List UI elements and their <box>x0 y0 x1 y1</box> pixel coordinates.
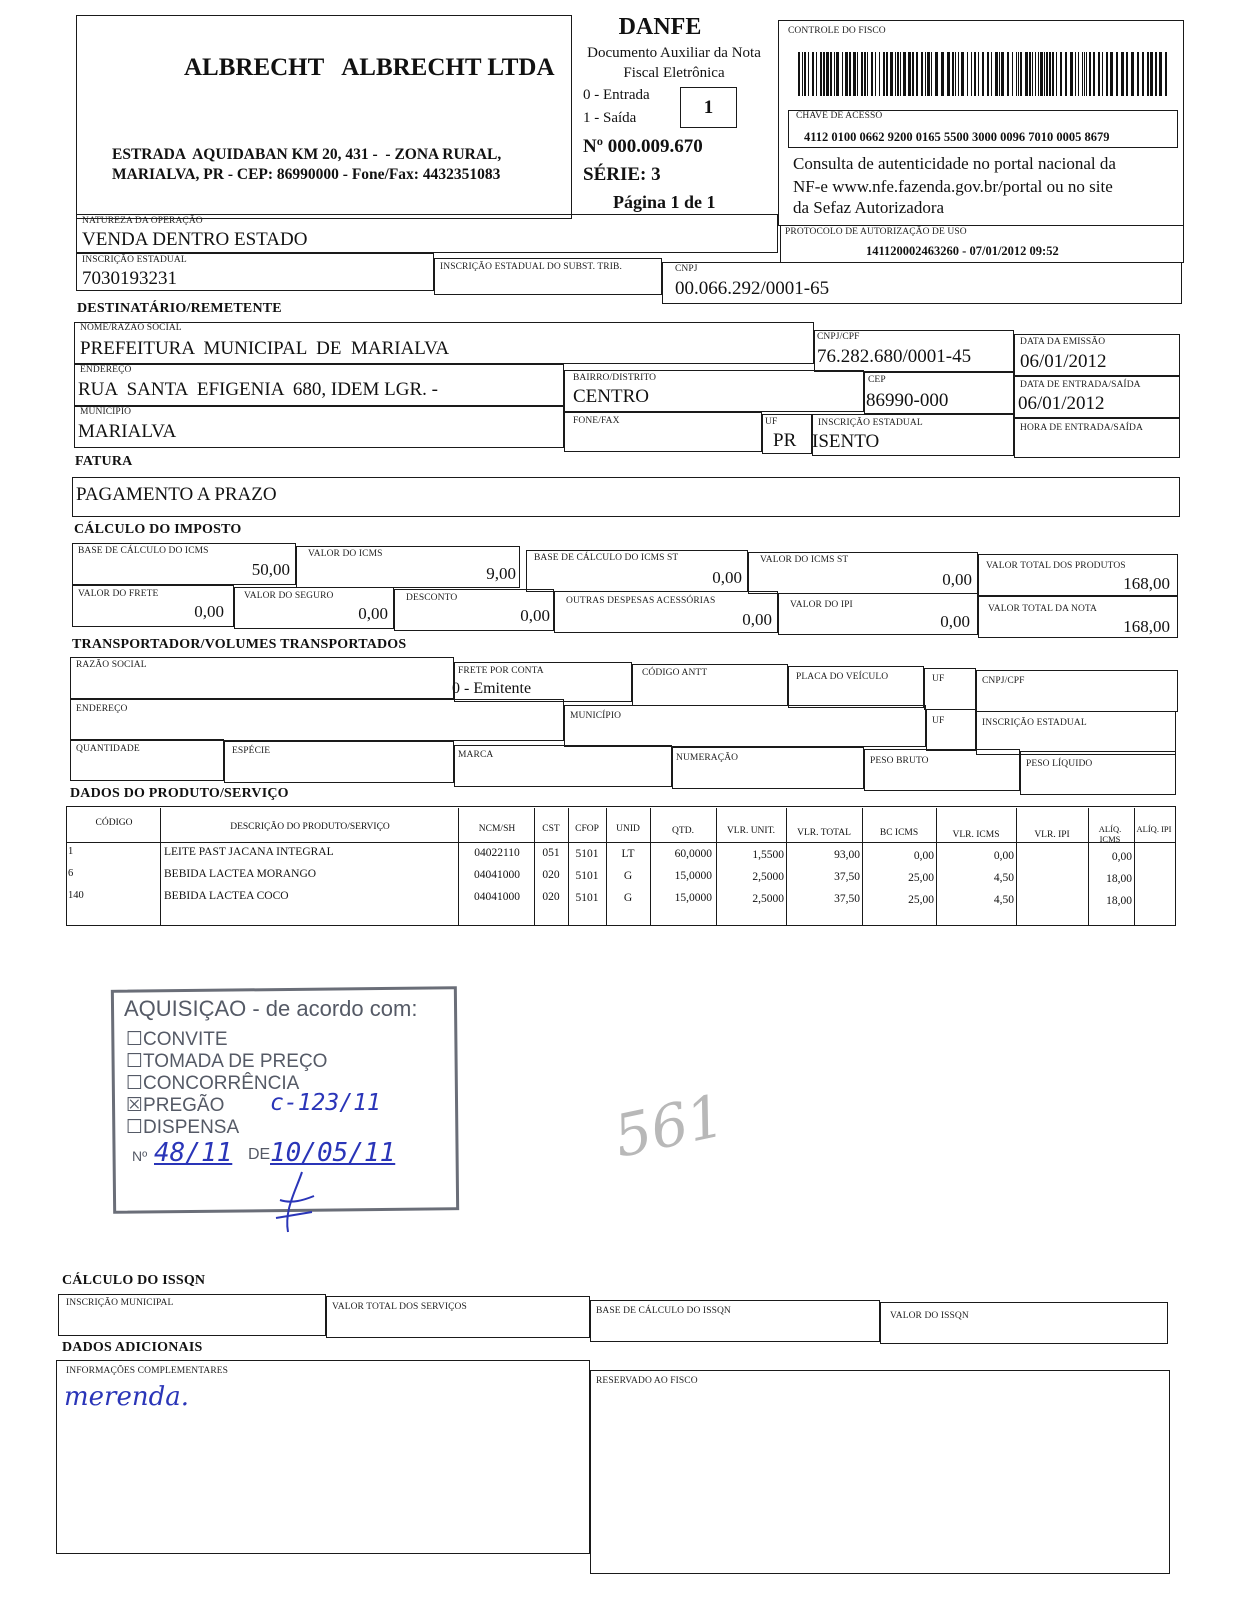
transp-peso-liquido-box <box>1020 751 1176 795</box>
barcode-bar <box>1056 52 1057 96</box>
barcode-bar <box>1147 52 1149 96</box>
ie-label: INSCRIÇÃO ESTADUAL <box>82 255 187 265</box>
col-cst-header: CST <box>542 824 560 834</box>
stamp-numero: 48/11 <box>154 1138 233 1168</box>
barcode-bar <box>961 52 964 96</box>
barcode-bar <box>931 52 932 96</box>
col-divider <box>606 808 607 926</box>
transp-ie-label: INSCRIÇÃO ESTADUAL <box>982 718 1087 728</box>
barcode-bar <box>1012 52 1013 96</box>
stamp-pregao-number: c-123/11 <box>270 1090 381 1116</box>
product-cell: 1 <box>68 846 74 857</box>
col-codigo-header: CÓDIGO <box>95 818 133 828</box>
product-cell: 15,0000 <box>674 892 712 905</box>
reservado-fisco-box <box>590 1370 1170 1574</box>
natureza-label: NATUREZA DA OPERAÇÃO <box>82 216 203 226</box>
product-cell: 25,00 <box>908 893 934 906</box>
dest-cep-label: CEP <box>868 375 886 385</box>
consulta-line1: Consulta de autenticidade no portal nacional da <box>793 154 1116 173</box>
issqn-valor-label: VALOR DO ISSQN <box>890 1311 969 1321</box>
barcode-bar <box>900 52 901 96</box>
transp-peso-bruto-label: PESO BRUTO <box>870 756 929 766</box>
barcode-bar <box>1029 52 1031 96</box>
dest-ie-label: INSCRIÇÃO ESTADUAL <box>818 418 923 428</box>
handwritten-note: 561 <box>608 1081 731 1171</box>
product-cell: 04022110 <box>474 846 520 859</box>
issqn-servicos-label: VALOR TOTAL DOS SERVIÇOS <box>332 1302 467 1312</box>
dest-entrada-label: DATA DE ENTRADA/SAÍDA <box>1020 380 1141 390</box>
stamp-option-dispensa: ☐DISPENSA <box>126 1117 240 1138</box>
barcode-bar <box>864 52 866 96</box>
tipo-saida: 1 - Saída <box>583 110 637 126</box>
product-cell: 4,50 <box>993 872 1014 884</box>
barcode-bar <box>991 52 992 96</box>
chave-acesso-label: CHAVE DE ACESSO <box>796 111 883 121</box>
chave-acesso-value: 4112 0100 0662 9200 0165 5500 3000 0096 7010 0005 8679 <box>804 130 1110 144</box>
barcode-bar <box>849 52 851 96</box>
barcode-bar <box>1098 52 1100 96</box>
barcode-bar <box>1078 52 1079 96</box>
barcode-bar <box>1038 52 1039 96</box>
barcode-bar <box>1049 52 1051 96</box>
dest-endereco-label: ENDEREÇO <box>80 365 132 375</box>
fatura-section-title: FATURA <box>75 454 133 469</box>
product-cell: LEITE PAST JACANA INTEGRAL <box>164 846 334 858</box>
product-cell: G <box>623 892 633 904</box>
barcode-bar <box>1089 52 1091 96</box>
total-nota-label: VALOR TOTAL DA NOTA <box>988 604 1098 614</box>
product-cell: 37,50 <box>834 893 860 906</box>
product-cell: G <box>623 870 633 882</box>
barcode-bar <box>836 52 839 96</box>
icms-st-label: VALOR DO ICMS ST <box>760 555 849 565</box>
checked-checkbox-icon: ☒ <box>126 1095 144 1116</box>
barcode-bar <box>830 52 832 96</box>
product-cell: 5101 <box>575 891 599 904</box>
seguro-label: VALOR DO SEGURO <box>244 591 334 601</box>
barcode-bar <box>808 52 809 96</box>
barcode-bar <box>1106 52 1108 96</box>
transp-marca-label: MARCA <box>458 750 494 760</box>
col-bc-icms-header: BC ICMS <box>879 828 919 838</box>
dest-hora-label: HORA DE ENTRADA/SAÍDA <box>1020 423 1143 433</box>
product-cell: 020 <box>542 869 560 882</box>
col-divider <box>862 808 863 926</box>
bc-icms-value: 50,00 <box>251 560 290 579</box>
checkbox-icon: ☐ <box>126 1117 144 1138</box>
product-cell: 18,00 <box>1106 872 1132 885</box>
barcode-bar <box>974 52 976 96</box>
barcode-bar <box>1155 52 1157 96</box>
danfe-title: DANFE <box>618 14 702 40</box>
barcode-bar <box>1131 52 1134 96</box>
transp-uf-label: UF <box>932 674 945 684</box>
barcode-bar <box>1116 52 1118 96</box>
col-divider <box>1088 808 1089 926</box>
col-divider <box>650 808 651 926</box>
controle-fisco-label: CONTROLE DO FISCO <box>788 26 886 36</box>
bc-icms-label: BASE DE CÁLCULO DO ICMS <box>78 546 209 556</box>
barcode-bar <box>861 52 863 96</box>
col-aliq-ipi-header: ALÍQ. IPI <box>1136 824 1172 834</box>
barcode-bar <box>879 52 880 96</box>
total-produtos-label: VALOR TOTAL DOS PRODUTOS <box>986 561 1126 571</box>
barcode-bar <box>886 52 888 96</box>
transporte-section-title: TRANSPORTADOR/VOLUMES TRANSPORTADOS <box>72 637 407 652</box>
col-vlr-ipi-header: VLR. IPI <box>1034 830 1070 840</box>
col-qtd-header: QTD. <box>672 826 694 836</box>
issqn-base-label: BASE DE CÁLCULO DO ISSQN <box>596 1306 731 1316</box>
product-cell: 25,00 <box>908 871 934 884</box>
dest-bairro-value: CENTRO <box>573 386 649 407</box>
outras-label: OUTRAS DESPESAS ACESSÓRIAS <box>566 596 716 606</box>
stamp-numero-prefix: Nº <box>132 1148 148 1164</box>
product-cell: 37,50 <box>834 871 860 884</box>
dest-cep-value: 86990-000 <box>866 390 949 411</box>
product-cell: 0,00 <box>993 850 1014 862</box>
product-cell: 0,00 <box>1111 850 1132 863</box>
barcode-bar <box>925 52 926 96</box>
col-cfop-header: CFOP <box>575 824 599 834</box>
barcode-bar <box>1159 52 1162 96</box>
barcode-bar <box>1001 52 1004 96</box>
barcode-bar <box>812 52 814 96</box>
barcode-bar <box>987 52 989 96</box>
info-complementares-value: merenda. <box>64 1382 190 1412</box>
barcode-bar <box>1110 52 1113 96</box>
barcode-bar <box>867 52 868 96</box>
barcode-bar <box>921 52 923 96</box>
issqn-im-label: INSCRIÇÃO MUNICIPAL <box>66 1298 174 1308</box>
barcode-bar <box>1142 52 1144 96</box>
barcode-bar <box>871 52 873 96</box>
nf-pagina: Página 1 de 1 <box>613 192 716 212</box>
imposto-section-title: CÁLCULO DO IMPOSTO <box>74 522 242 537</box>
barcode-bar <box>1040 52 1043 96</box>
barcode-bar <box>971 52 972 96</box>
emitente-address-line1: ESTRADA AQUIDABAN KM 20, 431 - - ZONA RURAL, <box>112 146 502 163</box>
info-complementares-label: INFORMAÇÕES COMPLEMENTARES <box>66 1366 229 1376</box>
product-cell: 1,5500 <box>752 848 784 861</box>
stamp-data: 10/05/11 <box>270 1138 396 1168</box>
dest-nome-label: NOME/RAZÃO SOCIAL <box>80 323 182 333</box>
barcode-bar <box>916 52 918 96</box>
barcode-bar <box>1075 52 1076 96</box>
ie-st-label: INSCRIÇÃO ESTADUAL DO SUBST. TRIB. <box>440 262 622 272</box>
barcode-bar <box>941 52 944 96</box>
product-cell: 020 <box>542 891 560 904</box>
dest-uf-value: PR <box>773 430 797 451</box>
product-cell: 15,0000 <box>674 870 712 883</box>
col-unid-header: UNID <box>616 824 640 834</box>
produtos-section-title: DADOS DO PRODUTO/SERVIÇO <box>70 786 289 801</box>
product-cell: 6 <box>68 868 74 879</box>
consulta-line3: da Sefaz Autorizadora <box>793 198 945 217</box>
col-ncm-header: NCM/SH <box>478 824 516 834</box>
barcode-bar <box>802 52 803 96</box>
transp-endereco-label: ENDEREÇO <box>76 704 128 714</box>
barcode-bar <box>1086 52 1087 96</box>
barcode-bar <box>967 52 968 96</box>
outras-value: 0,00 <box>742 610 772 629</box>
col-descricao-header: DESCRIÇÃO DO PRODUTO/SERVIÇO <box>230 822 390 832</box>
transp-numeracao-label: NUMERAÇÃO <box>676 753 739 763</box>
barcode-bar <box>952 52 954 96</box>
dest-nome-value: PREFEITURA MUNICIPAL DE MARIALVA <box>80 338 450 359</box>
natureza-value: VENDA DENTRO ESTADO <box>82 229 308 250</box>
emitente-name: ALBRECHT ALBRECHT LTDA <box>184 54 555 81</box>
barcode-bar <box>897 52 899 96</box>
transp-municipio-label: MUNICÍPIO <box>570 711 622 721</box>
barcode-bar <box>1070 52 1073 96</box>
emitente-address-line2: MARIALVA, PR - CEP: 86990000 - Fone/Fax: 4432351083 <box>112 166 501 183</box>
ie-value: 7030193231 <box>82 268 177 289</box>
adicionais-section-title: DADOS ADICIONAIS <box>62 1340 203 1355</box>
barcode-bar <box>798 52 800 96</box>
nf-numero: Nº 000.009.670 <box>583 136 703 157</box>
barcode-bar <box>1020 52 1022 96</box>
stamp-option-tomada: ☐TOMADA DE PREÇO <box>126 1051 328 1072</box>
barcode-bar <box>927 52 930 96</box>
dest-emissao-label: DATA DA EMISSÃO <box>1020 337 1106 347</box>
col-divider <box>716 808 717 926</box>
transp-peso-liquido-label: PESO LÍQUIDO <box>1026 759 1093 769</box>
dest-fone-label: FONE/FAX <box>573 416 620 426</box>
barcode-bar <box>883 52 885 96</box>
product-cell: 0,00 <box>913 849 934 862</box>
barcode-bar <box>908 52 911 96</box>
barcode-bar <box>935 52 938 96</box>
barcode-bar <box>958 52 959 96</box>
barcode-bar <box>804 52 806 96</box>
barcode-bar <box>1052 52 1054 96</box>
barcode-bar <box>1102 52 1103 96</box>
transp-especie-label: ESPÉCIE <box>232 746 271 756</box>
cnpj-emit-value: 00.066.292/0001-65 <box>675 278 830 299</box>
barcode-bar <box>845 52 848 96</box>
transp-uf2-label: UF <box>932 716 945 726</box>
barcode-bar <box>1025 52 1028 96</box>
cnpj-emit-label: CNPJ <box>675 264 698 274</box>
barcode-bar <box>999 52 1000 96</box>
transp-endereco-box <box>70 699 564 741</box>
col-divider <box>1134 808 1135 926</box>
barcode <box>798 52 1168 96</box>
barcode-bar <box>1084 52 1085 96</box>
nf-serie: SÉRIE: 3 <box>583 164 661 185</box>
stamp-option-pregao: ☒PREGÃO <box>126 1095 225 1116</box>
col-divider <box>936 808 937 926</box>
desconto-value: 0,00 <box>520 606 550 625</box>
product-cell: 2,5000 <box>752 870 784 883</box>
danfe-subtitle-1: Documento Auxiliar da Nota <box>587 45 761 61</box>
icms-label: VALOR DO ICMS <box>308 549 383 559</box>
protocolo-value: 141120002463260 - 07/01/2012 09:52 <box>866 244 1059 258</box>
barcode-bar <box>823 52 825 96</box>
transp-razao-label: RAZÃO SOCIAL <box>76 660 147 670</box>
col-vlr-total-header: VLR. TOTAL <box>797 828 851 838</box>
emitente-box <box>76 15 572 219</box>
col-divider <box>786 808 787 926</box>
barcode-bar <box>816 52 817 96</box>
dest-cnpj-value: 76.282.680/0001-45 <box>817 346 972 367</box>
produtos-header-divider <box>66 842 1176 843</box>
dest-municipio-value: MARIALVA <box>78 421 177 442</box>
barcode-bar <box>955 52 956 96</box>
product-cell: 04041000 <box>474 890 520 903</box>
barcode-bar <box>1121 52 1124 96</box>
danfe-subtitle-2: Fiscal Eletrônica <box>623 65 725 81</box>
stamp-option-convite: ☐CONVITE <box>126 1029 228 1050</box>
barcode-bar <box>1044 52 1045 96</box>
consulta-line2: NF-e www.nfe.fazenda.gov.br/portal ou no site <box>793 177 1113 196</box>
barcode-bar <box>1093 52 1095 96</box>
bc-st-label: BASE DE CÁLCULO DO ICMS ST <box>534 553 679 563</box>
stamp-de: DE <box>248 1146 271 1163</box>
frete-value: 0,00 <box>194 602 224 621</box>
transp-placa-label: PLACA DO VEÍCULO <box>796 672 889 682</box>
product-cell: 60,0000 <box>674 848 712 861</box>
barcode-bar <box>1016 52 1017 96</box>
checkbox-icon: ☐ <box>126 1029 144 1050</box>
col-divider <box>458 808 459 926</box>
stamp-option-concorrencia: ☐CONCORRÊNCIA <box>126 1073 300 1094</box>
desconto-label: DESCONTO <box>406 593 458 603</box>
barcode-bar <box>978 52 979 96</box>
barcode-bar <box>853 52 856 96</box>
product-cell: BEBIDA LACTEA COCO <box>164 890 289 902</box>
ipi-value: 0,00 <box>940 612 970 631</box>
transp-quantidade-label: QUANTIDADE <box>76 744 140 754</box>
fatura-value: PAGAMENTO A PRAZO <box>76 484 277 505</box>
product-cell: 2,5000 <box>752 892 784 905</box>
col-aliq-icms-header: ALÍQ. ICMS <box>1098 824 1122 844</box>
tipo-operacao-value: 1 <box>703 97 714 118</box>
total-produtos-value: 168,00 <box>1123 574 1170 593</box>
col-divider <box>160 808 161 926</box>
barcode-bar <box>857 52 858 96</box>
product-cell: BEBIDA LACTEA MORANGO <box>164 868 317 880</box>
barcode-bar <box>1150 52 1153 96</box>
dest-uf-label: UF <box>765 417 778 427</box>
dest-municipio-label: MUNICÍPIO <box>80 407 132 417</box>
barcode-bar <box>1018 52 1019 96</box>
barcode-bar <box>995 52 998 96</box>
barcode-bar <box>834 52 835 96</box>
barcode-bar <box>890 52 893 96</box>
barcode-bar <box>1065 52 1067 96</box>
seguro-value: 0,00 <box>358 604 388 623</box>
destinatario-section-title: DESTINATÁRIO/REMETENTE <box>77 301 282 316</box>
transp-frete-label: FRETE POR CONTA <box>458 666 544 676</box>
dest-ie-value: ISENTO <box>812 431 880 452</box>
barcode-bar <box>1082 52 1083 96</box>
barcode-bar <box>826 52 829 96</box>
protocolo-label: PROTOCOLO DE AUTORIZAÇÃO DE USO <box>785 227 967 237</box>
checkbox-icon: ☐ <box>126 1051 144 1072</box>
product-cell: 051 <box>542 847 560 860</box>
barcode-bar <box>842 52 843 96</box>
col-divider <box>568 808 569 926</box>
icms-value: 9,00 <box>486 564 516 583</box>
ipi-label: VALOR DO IPI <box>790 600 853 610</box>
dest-endereco-value: RUA SANTA EFIGENIA 680, IDEM LGR. - <box>78 379 439 400</box>
signature-scribble <box>262 1170 322 1240</box>
barcode-bar <box>1165 52 1167 96</box>
total-nota-value: 168,00 <box>1123 617 1170 636</box>
dest-entrada-value: 06/01/2012 <box>1018 393 1105 414</box>
barcode-bar <box>895 52 896 96</box>
barcode-bar <box>1032 52 1033 96</box>
product-cell: LT <box>621 848 635 860</box>
barcode-bar <box>1007 52 1009 96</box>
product-cell: 04041000 <box>474 868 520 881</box>
barcode-bar <box>875 52 876 96</box>
product-cell: 140 <box>68 890 84 901</box>
icms-st-value: 0,00 <box>942 570 972 589</box>
col-vlr-icms-header: VLR. ICMS <box>952 830 1000 840</box>
transp-frete-value: 0 - Emitente <box>452 680 532 697</box>
dest-emissao-value: 06/01/2012 <box>1020 351 1107 372</box>
product-cell: 4,50 <box>993 894 1014 906</box>
col-vlr-unit-header: VLR. UNIT. <box>726 826 776 836</box>
issqn-section-title: CÁLCULO DO ISSQN <box>62 1273 206 1288</box>
barcode-bar <box>947 52 950 96</box>
barcode-bar <box>820 52 822 96</box>
tipo-entrada: 0 - Entrada <box>583 87 650 103</box>
barcode-bar <box>1060 52 1062 96</box>
frete-label: VALOR DO FRETE <box>78 589 159 599</box>
col-divider <box>534 808 535 926</box>
stamp-title: AQUISIÇAO - de acordo com: <box>124 996 418 1021</box>
barcode-bar <box>903 52 906 96</box>
col-divider <box>1016 808 1017 926</box>
barcode-bar <box>982 52 984 96</box>
transp-cnpj-label: CNPJ/CPF <box>982 676 1025 686</box>
issqn-valor-box <box>880 1302 1168 1344</box>
dest-cnpj-label: CNPJ/CPF <box>817 332 860 342</box>
dest-bairro-label: BAIRRO/DISTRITO <box>573 373 657 383</box>
barcode-bar <box>1035 52 1036 96</box>
bc-st-value: 0,00 <box>712 568 742 587</box>
barcode-bar <box>912 52 914 96</box>
checkbox-icon: ☐ <box>126 1073 144 1094</box>
transp-antt-label: CÓDIGO ANTT <box>642 668 708 678</box>
reservado-fisco-label: RESERVADO AO FISCO <box>596 1376 698 1386</box>
barcode-bar <box>1046 52 1048 96</box>
product-cell: 18,00 <box>1106 894 1132 907</box>
barcode-bar <box>1137 52 1139 96</box>
product-cell: 5101 <box>575 847 599 860</box>
product-cell: 93,00 <box>834 849 860 862</box>
barcode-bar <box>1126 52 1128 96</box>
product-cell: 5101 <box>575 869 599 882</box>
